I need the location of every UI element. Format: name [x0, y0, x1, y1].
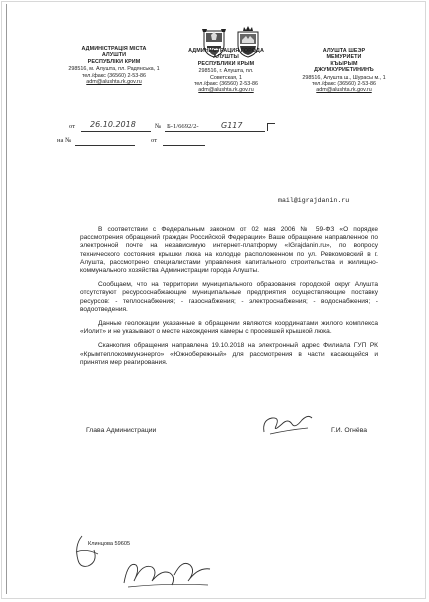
header-left-org-line-2: АЛУШТИ — [101, 52, 127, 59]
reference-block — [0, 0, 429, 160]
header-right-email[interactable]: adm@alushta.rk.gov.ru — [316, 87, 372, 94]
reference-to-underline — [75, 137, 135, 146]
letter-body — [80, 226, 378, 373]
reference-date: 26.10.2018 — [90, 120, 136, 129]
handwritten-signature-bottom-right — [118, 555, 218, 591]
body-paragraph-1: В соответствии с Федеральным законом от 02 мая 2006 № 59-ФЗ «О порядке рассмотрения обращений граждан Российской Федерации» Ваше обращение направленное по электронной почте на независимую интернет-платформу «IGrajdanin.ru», по вопросу технического состояния крышки люка на колодце расположенном по ул. Ревкомовский в г. Алушта, рассмотрено специалистами управления капитального строительства и жилищно-коммунального хозяйства Администрации города Алушты. — [80, 226, 378, 275]
handwritten-signature-bottom-left — [68, 532, 108, 572]
body-paragraph-4: Сканкопия обращения направлена 19.10.2018 на электронный адрес Филиала ГУП РК «Крымтеплокоммунэнерго» «Южнобережный» для рассмотрения в части касающейся и принятия мер реагирования. — [80, 342, 378, 366]
header-center-org-line-2: АЛУШТЫ — [213, 54, 239, 61]
header-right-org-line-1: АЛУШТА ШЕЭР — [322, 48, 366, 54]
header-left-org-line-3: РЕСПУБЛІКИ КРИМ — [87, 58, 141, 65]
header-right-org-line-3: КЪЫРЫМ ДЖУМХУРИЕТИНИНЪ — [314, 60, 374, 74]
reference-to-label: на № — [57, 137, 72, 144]
header-left-email[interactable]: adm@alushta.rk.gov.ru — [86, 79, 142, 86]
header-left-org-line-1: АДМИНІСТРАЦІЯ МІСТА — [81, 46, 147, 52]
reference-number: Б-1/6692/2- — [167, 123, 199, 130]
header-center-org-line-1: АДМИНИСТРАЦИЯ ГОРОДА — [188, 48, 264, 54]
reference-corner-mark — [267, 123, 275, 131]
reference-number-handwritten: G117 — [221, 121, 243, 130]
signature-name: Г.И. Огнёва — [331, 427, 368, 434]
recipient-email[interactable]: mail@igrajdanin.ru — [278, 197, 350, 204]
body-paragraph-2: Сообщаем, что на территории муниципального образования городской округ Алушта отсутствуют ресурсоснабжающие муниципальные предприятия осуществляющие поставку ресурсов: - теплоснабжения; - газоснабжения; - электроснабжения; - водоснабжения; - водоотведения. — [80, 281, 378, 313]
header-left-address: 298516, м. Алушта, пл. Радянська, 1 — [68, 66, 160, 73]
header-center-address: 298516, г. Алушта, пл. Советская, 1 — [198, 68, 254, 81]
header-center-phone: тел./факс (36560) 2-53-86 — [193, 81, 259, 88]
handwritten-signature-head — [258, 412, 318, 440]
reference-to-from-label: от — [151, 137, 158, 144]
reference-number-label: № — [155, 123, 162, 130]
body-paragraph-3: Данные геолокации указанные в обращении являются координатами жилого комплекса «Иолит» и не указывают о месте нахождения камеры с просевшей крышкой люка. — [80, 320, 378, 336]
header-right-org-line-2: МЕМУРИЕТИ — [326, 54, 362, 61]
header-right-phone: тел./факс (36560) 2-53-86 — [311, 81, 377, 88]
signature-title: Глава Администрации — [86, 427, 157, 434]
header-left-phone: тел./факс (36560) 2-53-86 — [81, 72, 147, 79]
header-right-address: 298516, Алушта ш., Шурасы м., 1 — [302, 74, 386, 81]
header-center-org-line-3: РЕСПУБЛИКИ КРЫМ — [197, 60, 255, 67]
header-center-email[interactable]: adm@alushta.rk.gov.ru — [198, 87, 254, 94]
executor-note: Клинцова 59605 — [88, 541, 131, 547]
reference-to-from-underline — [163, 137, 205, 146]
reference-from-label: от — [69, 123, 76, 130]
